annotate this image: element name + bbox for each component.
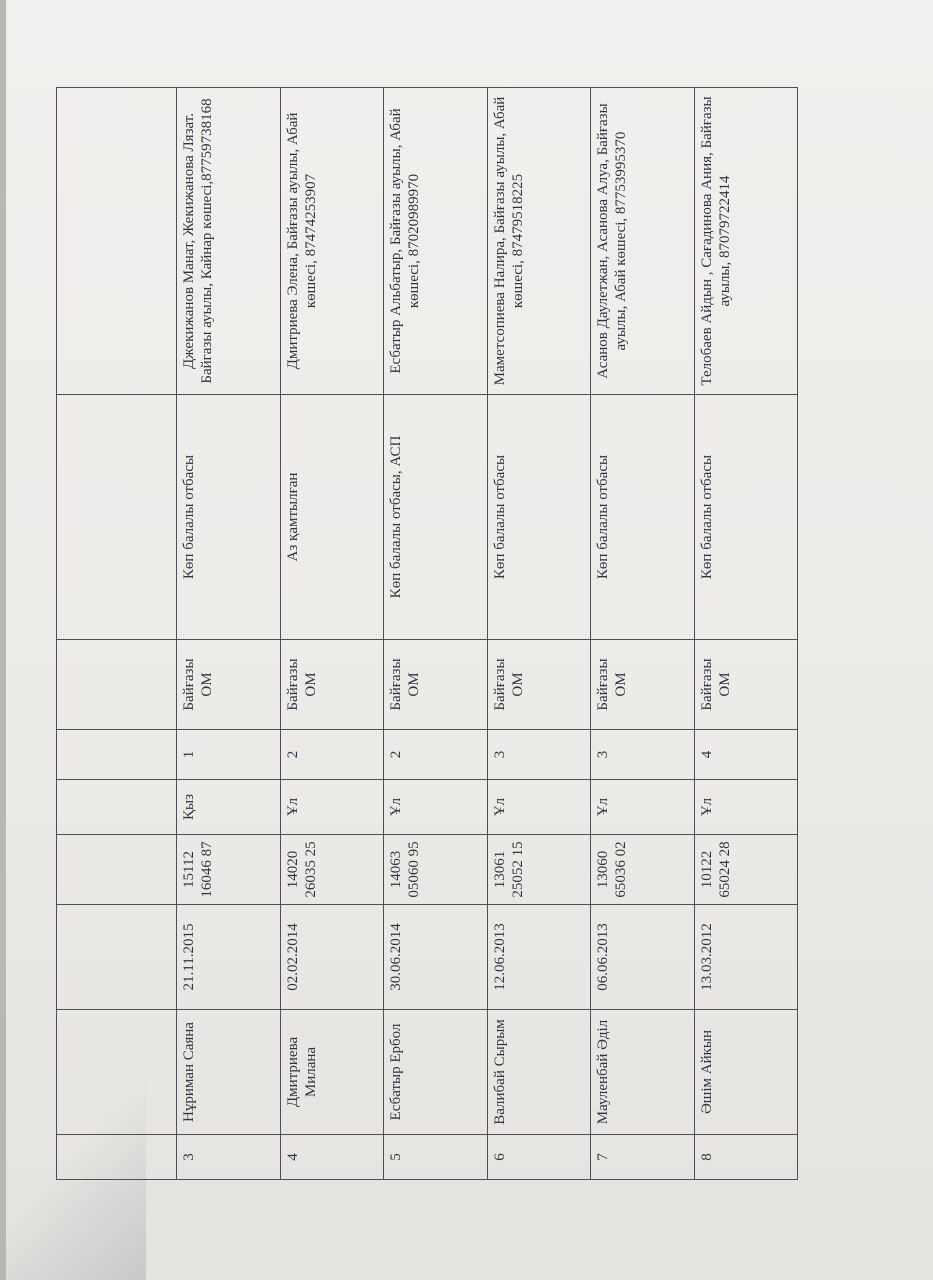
- grade: 2: [280, 730, 384, 780]
- row-number: 4: [280, 1135, 384, 1180]
- row-number: 6: [487, 1135, 591, 1180]
- page-corner-shadow: [6, 1080, 146, 1280]
- family-status: Көп балалы отбасы, АСП: [384, 395, 488, 640]
- parent-contact: Джекижанов Манат, Жекижанова Лязат. Байгазы ауылы, Кайнар көшесі,87759738168: [177, 88, 281, 395]
- family-status: Көп балалы отбасы: [591, 395, 695, 640]
- family-status: Көп балалы отбасы: [487, 395, 591, 640]
- family-status: Көп балалы отбасы: [177, 395, 281, 640]
- gender: Ұл: [384, 780, 488, 835]
- school-name: Байғазы ОМ: [280, 640, 384, 730]
- student-name: Нұриман Саяна: [177, 1010, 281, 1135]
- birth-date: 12.06.2013: [487, 905, 591, 1010]
- student-name: Әшім Айкын: [694, 1010, 798, 1135]
- parent-contact: Есбатыр Альбатыр, Байғазы ауылы, Абай көшесі, 87020989970: [384, 88, 488, 395]
- gender: Ұл: [591, 780, 695, 835]
- table-frame: [56, 88, 798, 1180]
- gender: Қыз: [177, 780, 281, 835]
- rotated-table: [56, 88, 798, 1180]
- table-row: [280, 88, 384, 1180]
- student-name: Валибай Сырым: [487, 1010, 591, 1135]
- header-cell: [57, 835, 177, 905]
- row-number: 7: [591, 1135, 695, 1180]
- students-table: [56, 87, 798, 1180]
- iin-number: 13061 25052 15: [487, 835, 591, 905]
- header-cell: [57, 905, 177, 1010]
- school-name: Байғазы ОМ: [177, 640, 281, 730]
- iin-number: 13060 65036 02: [591, 835, 695, 905]
- birth-date: 13.03.2012: [694, 905, 798, 1010]
- parent-contact: Асанов Даулетжан, Асанова Алуа, Байғазы ауылы, Абай көшесі, 87753995370: [591, 88, 695, 395]
- parent-contact: Маметсопиева Налира, Байғазы ауылы, Абай көшесі, 87479518225: [487, 88, 591, 395]
- gender: Ұл: [280, 780, 384, 835]
- iin-number: 15112 16046 87: [177, 835, 281, 905]
- school-name: Байғазы ОМ: [694, 640, 798, 730]
- header-cell: [57, 730, 177, 780]
- table-row: [487, 88, 591, 1180]
- grade: 3: [591, 730, 695, 780]
- header-cell: [57, 640, 177, 730]
- grade: 4: [694, 730, 798, 780]
- row-number: 5: [384, 1135, 488, 1180]
- row-number: 8: [694, 1135, 798, 1180]
- school-name: Байғазы ОМ: [384, 640, 488, 730]
- birth-date: 02.02.2014: [280, 905, 384, 1010]
- family-status: Аз қамтылған: [280, 395, 384, 640]
- grade: 2: [384, 730, 488, 780]
- table-row: [694, 88, 798, 1180]
- birth-date: 30.06.2014: [384, 905, 488, 1010]
- iin-number: 14020 26035 25: [280, 835, 384, 905]
- birth-date: 21.11.2015: [177, 905, 281, 1010]
- table-row: [384, 88, 488, 1180]
- student-name: Дмитриева Милана: [280, 1010, 384, 1135]
- family-status: Көп балалы отбасы: [694, 395, 798, 640]
- header-cell: [57, 780, 177, 835]
- iin-number: 14063 05060 95: [384, 835, 488, 905]
- table-header-row: [57, 88, 177, 1180]
- header-cell: [57, 88, 177, 395]
- student-name: Мауленбай Әділ: [591, 1010, 695, 1135]
- header-cell: [57, 395, 177, 640]
- gender: Ұл: [487, 780, 591, 835]
- student-name: Есбатыр Ербол: [384, 1010, 488, 1135]
- iin-number: 10122 65024 28: [694, 835, 798, 905]
- parent-contact: Дмитриева Элена, Байғазы ауылы, Абай көшесі, 87474253907: [280, 88, 384, 395]
- grade: 1: [177, 730, 281, 780]
- table-row: [177, 88, 281, 1180]
- gender: Ұл: [694, 780, 798, 835]
- parent-contact: Телобаев Айдын , Сағадинова Ания, Байғазы ауылы, 87079722414: [694, 88, 798, 395]
- table-row: [591, 88, 695, 1180]
- birth-date: 06.06.2013: [591, 905, 695, 1010]
- school-name: Байғазы ОМ: [487, 640, 591, 730]
- row-number: 3: [177, 1135, 281, 1180]
- paper-sheet: [6, 0, 933, 1280]
- grade: 3: [487, 730, 591, 780]
- school-name: Байғазы ОМ: [591, 640, 695, 730]
